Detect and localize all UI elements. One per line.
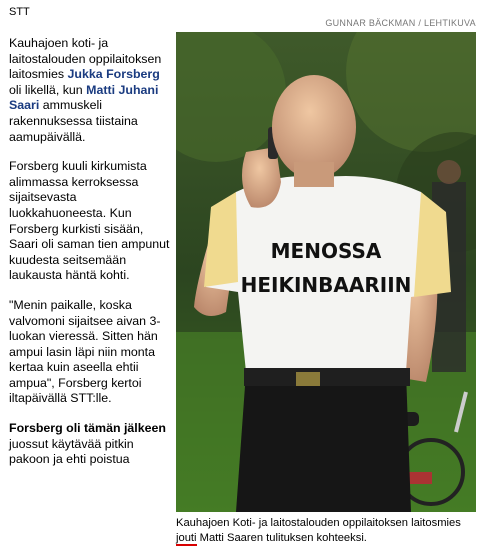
spellcheck-marked-word: jouti: [176, 532, 197, 544]
photo-caption: Kauhajoen Koti- ja laitostalouden oppilaitoksen laitosmies jouti Matti Saaren tulituksen kohteeksi.: [176, 517, 461, 544]
article-paragraph-3: "Menin paikalle, koska valvomoni sijaitsee aivan 3-luokan vieressä. Sitten hän ampui lasin läpi niin monta kertaa kuin aseella ehtii ampua", Forsberg kertoi iltapäivällä STT:lle.: [9, 297, 161, 406]
shirt-text-line-2: HEIKINBAARIIN: [240, 273, 412, 297]
photo-credit: GUNNAR BÄCKMAN / LEHTIKUVA: [325, 18, 476, 28]
person-link-forsberg[interactable]: Jukka Forsberg: [67, 67, 160, 82]
shirt-text-line-1: MENOSSA: [270, 239, 382, 263]
paragraph-lead: Forsberg oli tämän jälkeen: [9, 421, 166, 436]
article-paragraph-4: Forsberg oli tämän jälkeen juossut käytävää pitkin pakoon ja ehti poistua: [9, 421, 166, 467]
article-paragraph-2: Forsberg kuuli kirkumista alimmassa kerroksessa sijaitsevasta luokkahuoneesta. Kun Forsberg kurkisti sisään, Saari oli saman tien ampunut kuudesta seitsemään laukausta häntä kohti.: [9, 159, 170, 283]
article-paragraph-1: Kauhajoen koti- ja laitostalouden oppilaitoksen laitosmies Jukka Forsberg oli likellä, kun Matti Juhani Saari ammuskeli rakennuksessa tiistaina aamupäivällä.: [9, 36, 162, 144]
article-body: [9, 36, 171, 482]
person-link-saari[interactable]: Matti Juhani Saari: [9, 82, 159, 113]
source-label: STT: [9, 6, 30, 18]
news-photo: [176, 32, 476, 512]
